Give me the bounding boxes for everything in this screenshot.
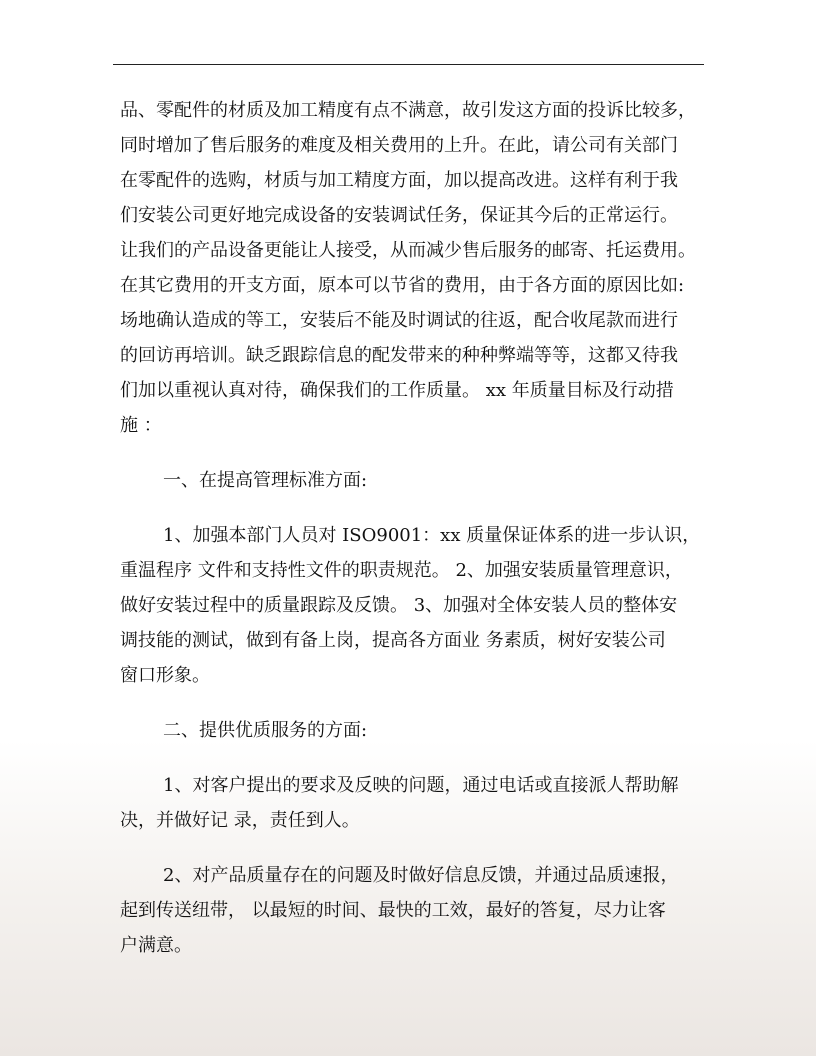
text-line: 1、加强本部门人员对 ISO9001：xx 质量保证体系的进一步认识， [163,525,701,546]
section1-paragraph [120,518,704,693]
text-line: 在零配件的选购，材质与加工精度方面，加以提高改进。这样有利于我 [120,170,678,191]
text-line: 场地确认造成的等工，安装后不能及时调试的往返，配合收尾款而进行 [120,310,678,331]
text-line: 户满意。 [120,935,192,956]
intro-paragraph [120,93,704,443]
text-line: 2、对产品质量存在的问题及时做好信息反馈，并通过品质速报， [163,865,679,886]
text-line: 1、对客户提出的要求及反映的问题，通过电话或直接派人帮助解 [163,775,679,796]
text-line: 调技能的测试，做到有备上岗，提高各方面业 务素质，树好安装公司 [120,630,666,651]
text-line: 施 ： [120,415,162,436]
text-line: 们加以重视认真对待，确保我们的工作质量。 xx 年质量目标及行动措 [120,380,674,401]
text-line: 重温程序 文件和支持性文件的职责规范。 2、加强安装质量管理意识， [120,560,683,581]
text-line: 窗口形象。 [120,665,210,686]
text-line: 让我们的产品设备更能让人接受，从而减少售后服务的邮寄、托运费用。 [120,240,696,261]
text-line: 决，并做好记 录，责任到人。 [120,810,360,831]
header-rule [113,64,704,65]
section2-item2 [120,858,704,963]
text-line: 品、零配件的材质及加工精度有点不满意，故引发这方面的投诉比较多， [120,100,696,121]
section1-heading: 一、在提高管理标准方面: [163,470,368,491]
text-line: 们安装公司更好地完成设备的安装调试任务，保证其今后的正常运行。 [120,205,678,226]
text-line: 做好安装过程中的质量跟踪及反馈。 3、加强对全体安装人员的整体安 [120,595,678,616]
text-line: 在其它费用的开支方面，原本可以节省的费用，由于各方面的原因比如: [120,275,685,296]
section2-heading: 二、提供优质服务的方面: [163,720,368,741]
text-line: 起到传送纽带， 以最短的时间、最快的工效，最好的答复，尽力让客 [120,900,666,921]
section2-item1 [120,768,704,838]
document-body [120,93,704,963]
text-line: 同时增加了售后服务的难度及相关费用的上升。在此，请公司有关部门 [120,135,678,156]
text-line: 的回访再培训。缺乏跟踪信息的配发带来的种种弊端等等，这都又待我 [120,345,678,366]
